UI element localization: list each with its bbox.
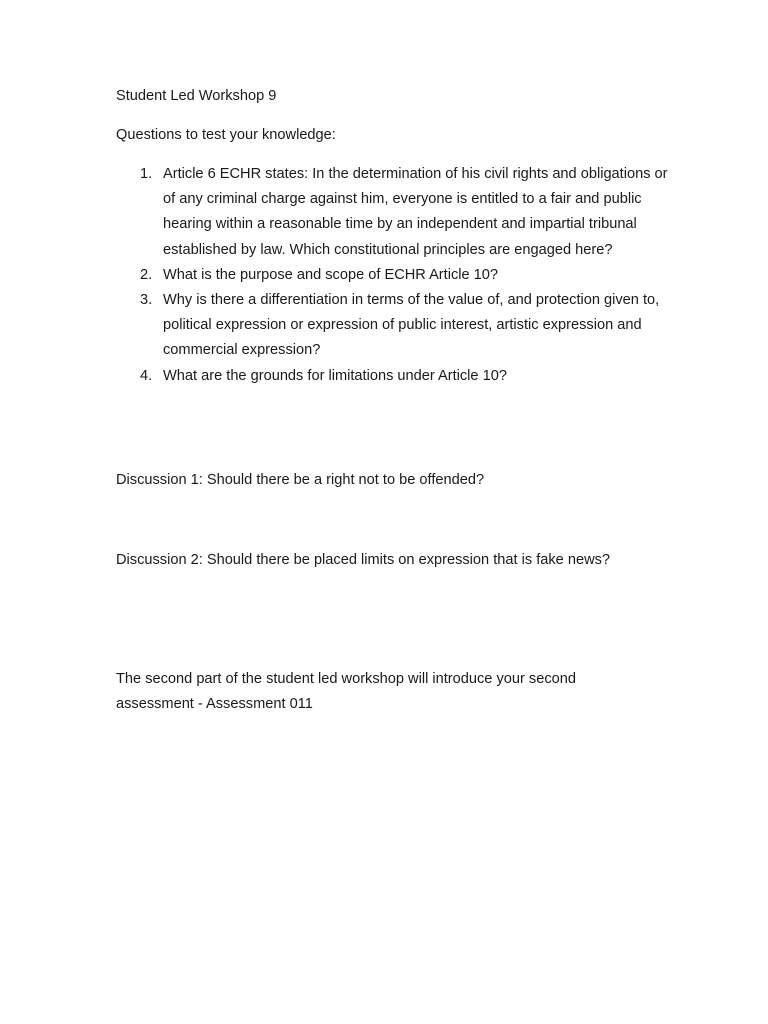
- question-item: [116, 263, 676, 288]
- closing-paragraph: The second part of the student led workshop will introduce your second assessment - Assessment 011: [116, 671, 576, 713]
- discussion-1: Discussion 1: Should there be a right not to be offended?: [116, 472, 485, 488]
- question-item: [116, 364, 676, 389]
- question-number: 4.: [140, 367, 153, 384]
- question-number: 3.: [140, 292, 153, 309]
- document-title: Student Led Workshop 9: [116, 88, 277, 104]
- question-text: Why is there a differentiation in terms of the value of, and protection given to, political expression or expression of public interest, artistic expression and commercial expression?: [163, 292, 660, 359]
- question-item: [116, 288, 676, 364]
- question-number: 1.: [140, 166, 153, 182]
- discussion-2: Discussion 2: Should there be placed limits on expression that is fake news?: [116, 552, 611, 568]
- question-item: [116, 162, 676, 263]
- question-text: What are the grounds for limitations under Article 10?: [163, 367, 507, 384]
- question-text: Article 6 ECHR states: In the determination of his civil rights and obligations or of any criminal charge against him, everyone is entitled to a fair and public hearing within a reasonable time by an independent and impartial tribunal established by law. Which constitutional principles are engaged here?: [163, 166, 668, 258]
- question-text: What is the purpose and scope of ECHR Article 10?: [163, 266, 499, 283]
- questions-list: [116, 162, 676, 389]
- question-number: 2.: [140, 266, 153, 283]
- questions-heading: Questions to test your knowledge:: [116, 127, 336, 143]
